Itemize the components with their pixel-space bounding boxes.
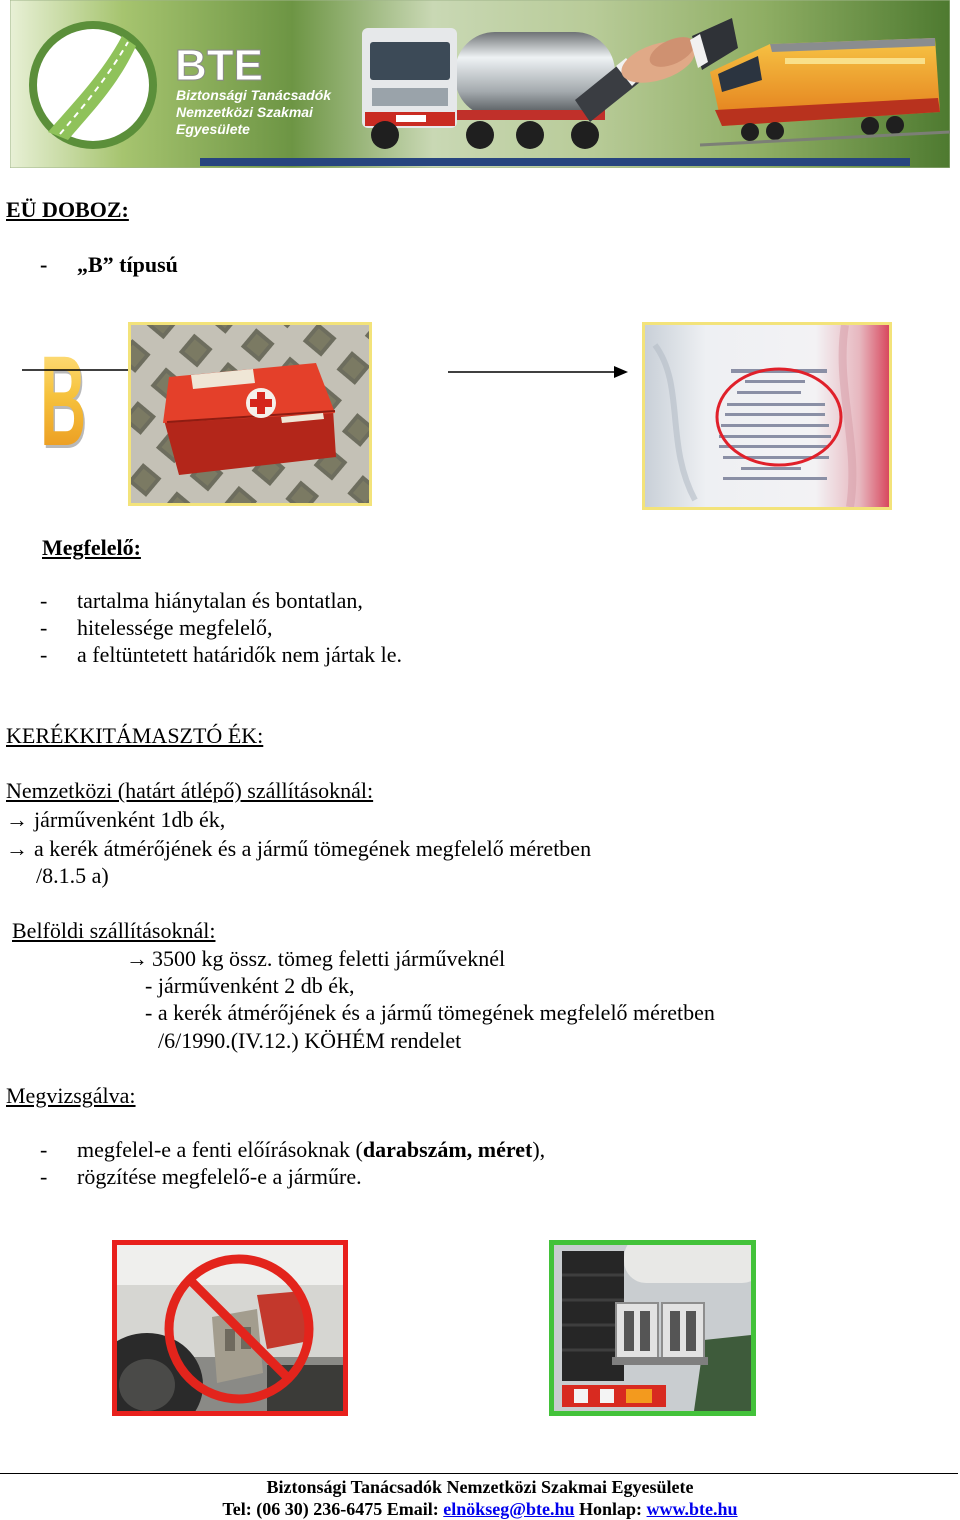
list-item [40,643,402,667]
bullet: - [40,642,48,667]
bullet: - [40,1137,48,1162]
type-b-letter-icon: B [40,330,87,473]
correct-wheel-chock-photo [549,1240,756,1416]
first-aid-box [163,363,336,475]
bullet: - [40,588,48,613]
first-aid-box-type [40,253,178,277]
domestic-condition [126,947,505,971]
website-label: Honlap: [579,1499,643,1519]
list-item-text: megfelel-e a fenti előírásoknak ( [77,1137,363,1162]
wheel-chock [662,1303,704,1359]
list-item-text: ), [532,1137,546,1162]
list-item [6,808,225,832]
gauze-bandage-photo [642,322,892,510]
footer-org-name: Biztonsági Tanácsadók Nemzetközi Szakmai Egyesülete [266,1477,694,1497]
tail-light [562,1385,666,1407]
list-item-text: tartalma hiánytalan és bontatlan, [77,588,363,613]
red-cross-icon [246,388,276,418]
list-item-text: a feltüntetett határidők nem jártak le. [77,642,402,667]
logo-text: BTE [175,41,263,90]
section-title-wheel-chock: KERÉKKITÁMASZTÓ ÉK: [6,723,264,748]
phone-label: Tel: (06 30) 236-6475 [222,1499,383,1519]
arrow-icon [448,364,628,380]
regulation-reference: /8.1.5 a) [36,863,109,888]
list-item [40,616,272,640]
list-item [40,589,363,613]
list-item: - a kerék átmérőjének és a jármű tömegének megfelelő méretben [145,1000,715,1025]
arrow-icon: → [6,807,28,832]
footer-contact [0,1498,960,1520]
bullet: - [40,252,48,277]
list-item-text: rögzítése megfelelő-e a járműre. [77,1164,362,1189]
banner-accent-bar [200,158,910,166]
arrow-icon: → [126,946,148,971]
list-item-text: hitelessége megfelelő, [77,615,273,640]
header-banner [10,0,950,168]
org-name-line: Egyesülete [176,121,250,137]
org-name-line: Biztonsági Tanácsadók [176,87,332,103]
first-aid-box-photo [128,322,372,506]
website-link[interactable]: www.bte.hu [646,1499,738,1519]
arrow-icon: → [6,836,28,861]
first-aid-box-type-label: „B” típusú [77,252,178,277]
org-name-line: Nemzetközi Szakmai [176,104,313,120]
list-item-text: a kerék átmérőjének és a jármű tömegének megfelelő méretben [34,836,592,861]
list-item [6,837,591,861]
list-item-text: járművenként 1db ék, [34,807,226,832]
list-item [40,1165,362,1189]
email-label: Email: [386,1499,439,1519]
bte-logo [29,21,157,149]
compliant-title: Megfelelő: [42,535,141,560]
list-item [40,1138,545,1162]
international-title: Nemzetközi (határt átlépő) szállításoknál: [6,778,374,803]
bullet: - [40,615,48,640]
regulation-reference: /6/1990.(IV.12.) KÖHÉM rendelet [158,1028,462,1053]
condition-text: 3500 kg össz. tömeg feletti járműveknél [152,946,506,971]
list-item: - járművenként 2 db ék, [145,973,355,998]
wheel-chock [616,1303,658,1359]
incorrect-wheel-chock-photo [112,1240,348,1416]
emphasis-text: darabszám, méret [362,1137,533,1162]
email-link[interactable]: elnökseg@bte.hu [443,1499,575,1519]
footer-divider [0,1473,958,1474]
domestic-title: Belföldi szállításoknál: [12,918,216,943]
banner-graphic [10,0,950,168]
bullet: - [40,1164,48,1189]
inspected-title: Megvizsgálva: [6,1083,136,1108]
section-title-first-aid-box: EÜ DOBOZ: [6,197,129,222]
